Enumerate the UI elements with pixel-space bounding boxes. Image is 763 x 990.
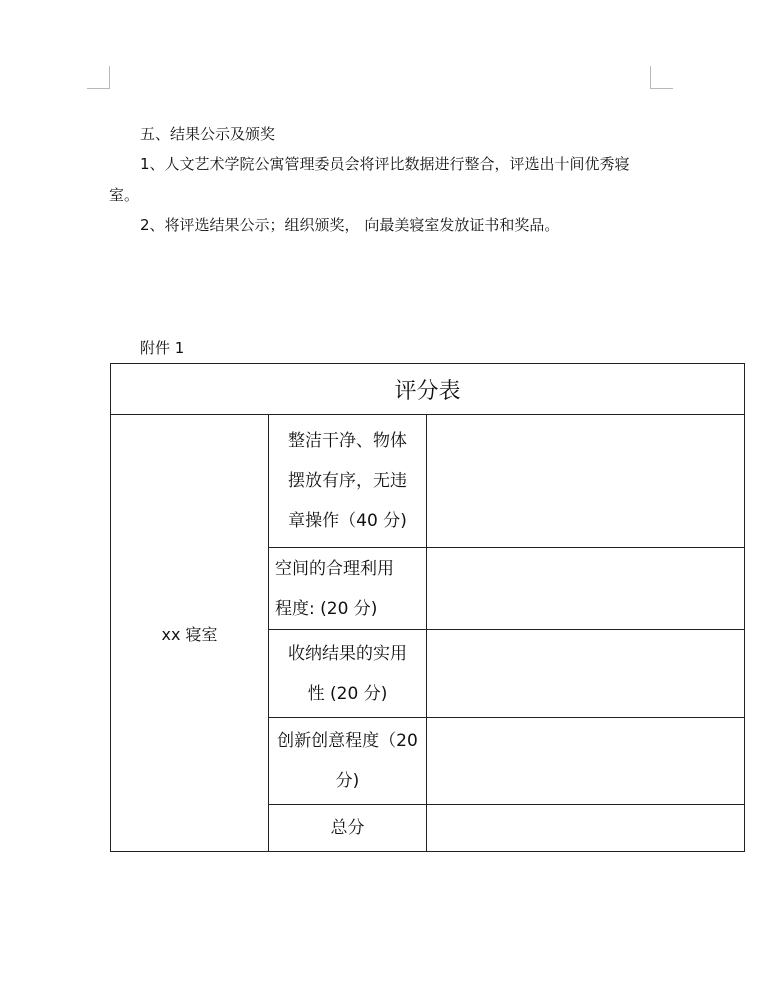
score-input-cell[interactable] (427, 630, 745, 718)
criterion-line: 空间的合理利用 (275, 558, 394, 579)
list-item-1-line-2: 室。 (109, 186, 140, 204)
criterion-line: 总分 (330, 818, 365, 838)
attachment-label: 附件 1 (140, 339, 185, 357)
score-table (110, 363, 745, 852)
criterion-line: 摆放有序，无违 (288, 471, 407, 491)
criterion-total (269, 805, 427, 852)
criterion-line: 分) (335, 771, 360, 791)
list-item-1-line-1: 1、人文艺术学院公寓管理委员会将评比数据进行整合，评选出十间优秀寝 (140, 155, 630, 173)
score-input-cell[interactable] (427, 718, 745, 805)
page-corner-mark-top-left (87, 66, 110, 89)
criterion-line: 性 (20 分) (307, 683, 388, 704)
table-row (111, 415, 745, 548)
criterion-line: 创新创意程度（20 (277, 731, 418, 751)
table-title-row (111, 364, 745, 415)
page-corner-mark-top-right (650, 66, 673, 89)
criterion-line: 整洁干净、物体 (288, 431, 407, 451)
criterion-line: 章操作（40 分) (288, 511, 407, 531)
score-input-cell[interactable] (427, 415, 745, 548)
criterion-line: 收纳结果的实用 (288, 643, 407, 664)
criterion-creativity (269, 718, 427, 805)
section-heading: 五、结果公示及颁奖 (140, 125, 276, 143)
criterion-space-use (269, 548, 427, 630)
room-label: xx 寝室 (111, 415, 269, 852)
table-title: 评分表 (111, 364, 745, 415)
score-input-cell[interactable] (427, 548, 745, 630)
total-score-cell[interactable] (427, 805, 745, 852)
criterion-line: 程度: (20 分) (275, 598, 378, 619)
criterion-cleanliness (269, 415, 427, 548)
criterion-storage (269, 630, 427, 718)
list-item-2: 2、将评选结果公示；组织颁奖， 向最美寝室发放证书和奖品。 (140, 216, 560, 234)
